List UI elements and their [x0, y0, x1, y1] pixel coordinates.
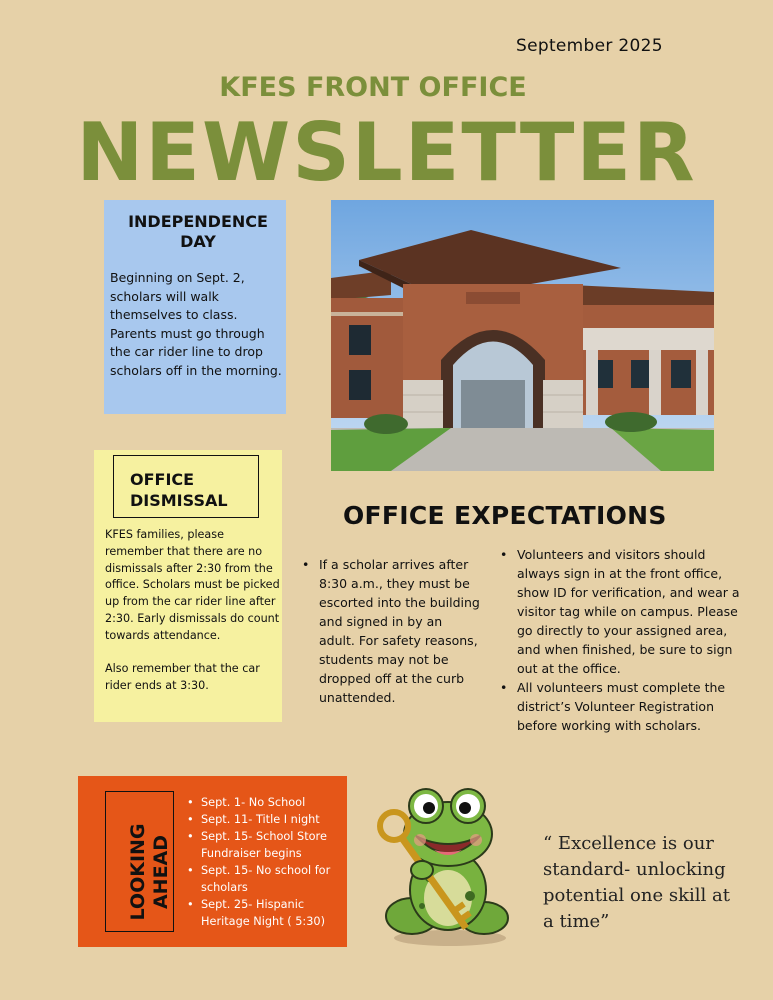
list-item: • Sept. 1- No School — [201, 794, 347, 811]
frog-with-key-illustration — [374, 778, 516, 948]
list-item: • If a scholar arrives after 8:30 a.m., they must be escorted into the building and signed in by an adult. For safety reasons, students may not be dropped off at the curb unattended. — [319, 555, 481, 707]
looking-ahead-label-frame — [105, 791, 174, 932]
list-item: • Sept. 11- Title I night — [201, 811, 347, 828]
newsletter-title: NEWSLETTER — [76, 106, 697, 199]
newsletter-date: September 2025 — [516, 36, 663, 56]
office-dismissal-paragraph: KFES families, please remember that there are no dismissals after 2:30 from the office. Scholars must be picked up from the car rider line after 2:30. Early dismissals do count towards attendance. — [105, 528, 280, 642]
motto-quote: “ Excellence is our standard- unlocking potential one skill at a time” — [543, 833, 730, 932]
independence-day-box — [104, 200, 286, 414]
office-dismissal-box — [94, 450, 282, 722]
office-expectations-list-right — [517, 545, 742, 735]
office-dismissal-heading: OFFICE DISMISSAL — [130, 470, 228, 510]
school-building-photo — [331, 200, 714, 471]
list-item: • Sept. 15- No school for scholars — [201, 862, 347, 896]
looking-ahead-label: LOOKING AHEAD — [127, 823, 172, 921]
office-dismissal-text — [105, 527, 280, 712]
list-item: • Sept. 15- School Store Fundraiser begins — [201, 828, 347, 862]
newsletter-subtitle: KFES FRONT OFFICE — [219, 72, 527, 103]
looking-ahead-box — [78, 776, 347, 947]
looking-ahead-list — [201, 794, 347, 930]
list-item: • All volunteers must complete the district’s Volunteer Registration before working with scholars. — [517, 678, 742, 735]
independence-day-text: Beginning on Sept. 2, scholars will walk themselves to class. Parents must go through the car rider line to drop scholars off in the morning. — [110, 270, 282, 378]
independence-day-heading: INDEPENDENCE DAY — [128, 212, 268, 251]
office-dismissal-heading-frame — [113, 455, 259, 518]
office-dismissal-paragraph: Also remember that the car rider ends at 3:30. — [105, 662, 260, 693]
office-expectations-list-left — [319, 555, 481, 707]
list-item: • Volunteers and visitors should always sign in at the front office, show ID for verification, and wear a visitor tag while on campus. Please go directly to your assigned area, and when finished, be sure to sign out at the office. — [517, 545, 742, 678]
office-expectations-heading: OFFICE EXPECTATIONS — [343, 501, 667, 530]
list-item: • Sept. 25- Hispanic Heritage Night ( 5:30) — [201, 896, 347, 930]
